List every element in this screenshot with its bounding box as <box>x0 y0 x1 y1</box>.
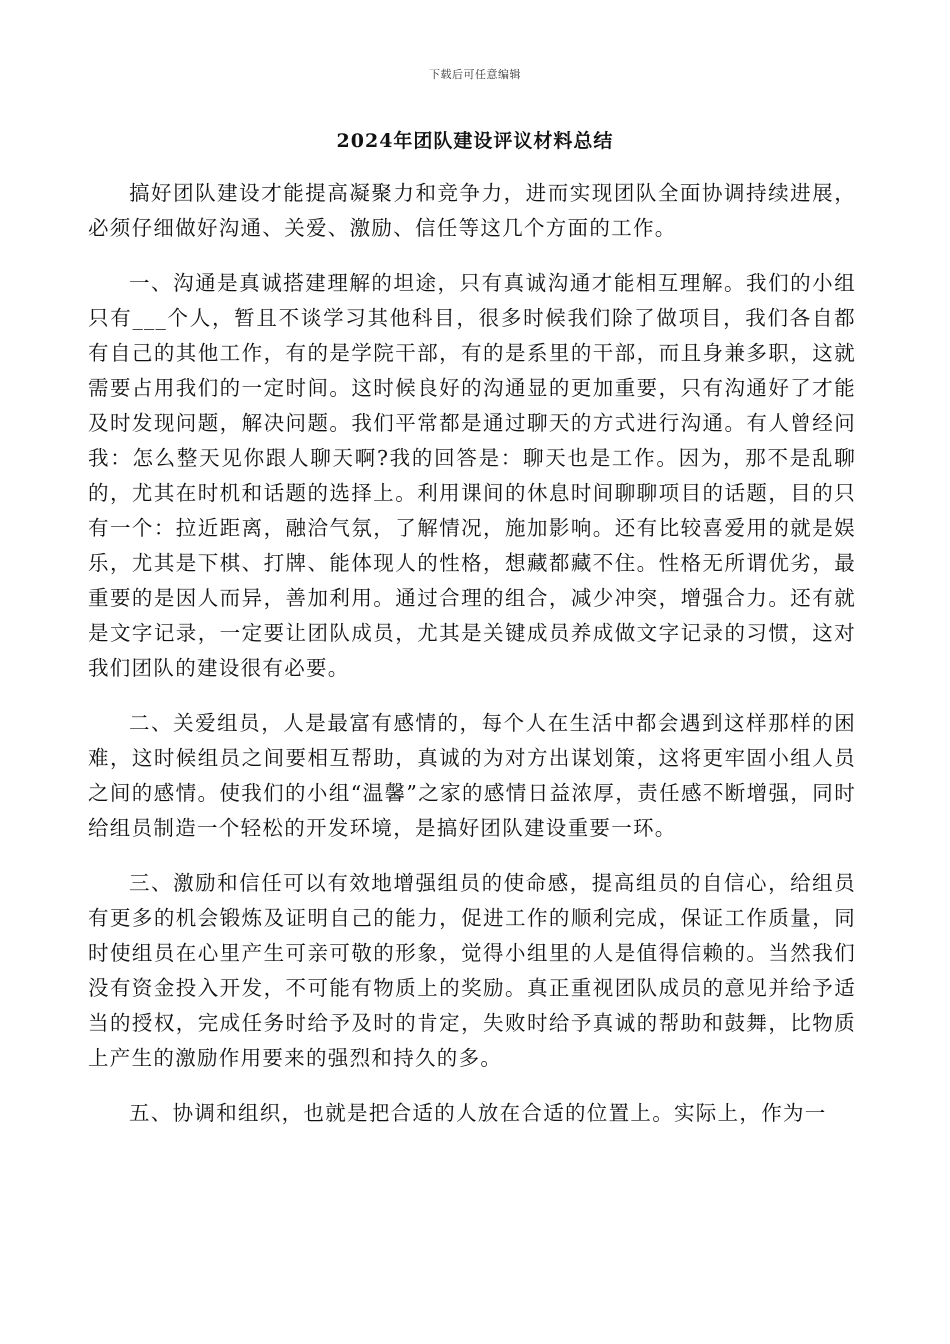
document-title: 2024年团队建设评议材料总结 <box>336 130 614 152</box>
document-body <box>88 176 856 1151</box>
paragraph-intro: 搞好团队建设才能提高凝聚力和竞争力，进而实现团队全面协调持续进展，必须仔细做好沟通、关爱、激励、信任等这几个方面的工作。 <box>88 181 856 240</box>
paragraph-communication: 一、沟通是真诚搭建理解的坦途，只有真诚沟通才能相互理解。我们的小组只有___个人，暂且不谈学习其他科目，很多时候我们除了做项目，我们各自都有自己的其他工作，有的是学院干部，有的是系里的干部，而且身兼多职，这就需要占用我们的一定时间。这时候良好的沟通显的更加重要，只有沟通好了才能及时发现问题，解决问题。我们平常都是通过聊天的方式进行沟通。有人曾经问我：怎么整天见你跟人聊天啊?我的回答是：聊天也是工作。因为，那不是乱聊的，尤其在时机和话题的选择上。利用课间的休息时间聊聊项目的话题，目的只有一个：拉近距离，融洽气氛，了解情况，施加影响。还有比较喜爱用的就是娱乐，尤其是下棋、打牌、能体现人的性格，想藏都藏不住。性格无所谓优劣，最重要的是因人而异，善加利用。通过合理的组合，减少冲突，增强合力。还有就是文字记录，一定要让团队成员，尤其是关键成员养成做文字记录的习惯，这对我们团队的建设很有必要。 <box>88 271 856 680</box>
header-note: 下载后可任意编辑 <box>429 68 521 81</box>
paragraph-motivation-trust: 三、激励和信任可以有效地增强组员的使命感，提高组员的自信心，给组员有更多的机会锻炼及证明自己的能力，促进工作的顺利完成，保证工作质量，同时使组员在心里产生可亲可敬的形象，觉得小组里的人是值得信赖的。当然我们没有资金投入开发，不可能有物质上的奖励。真正重视团队成员的意见并给予适当的授权，完成任务时给予及时的肯定，失败时给予真诚的帮助和鼓舞，比物质上产生的激励作用要来的强烈和持久的多。 <box>88 871 856 1070</box>
paragraph-coordination: 五、协调和组织，也就是把合适的人放在合适的位置上。实际上，作为一 <box>129 1101 827 1125</box>
paragraph-care: 二、关爱组员，人是最富有感情的，每个人在生活中都会遇到这样那样的困难，这时候组员之间要相互帮助，真诚的为对方出谋划策，这将更牢固小组人员之间的感情。使我们的小组“温馨”之家的感情日益浓厚，责任感不断增强，同时给组员制造一个轻松的开发环境，是搞好团队建设重要一环。 <box>88 711 856 840</box>
